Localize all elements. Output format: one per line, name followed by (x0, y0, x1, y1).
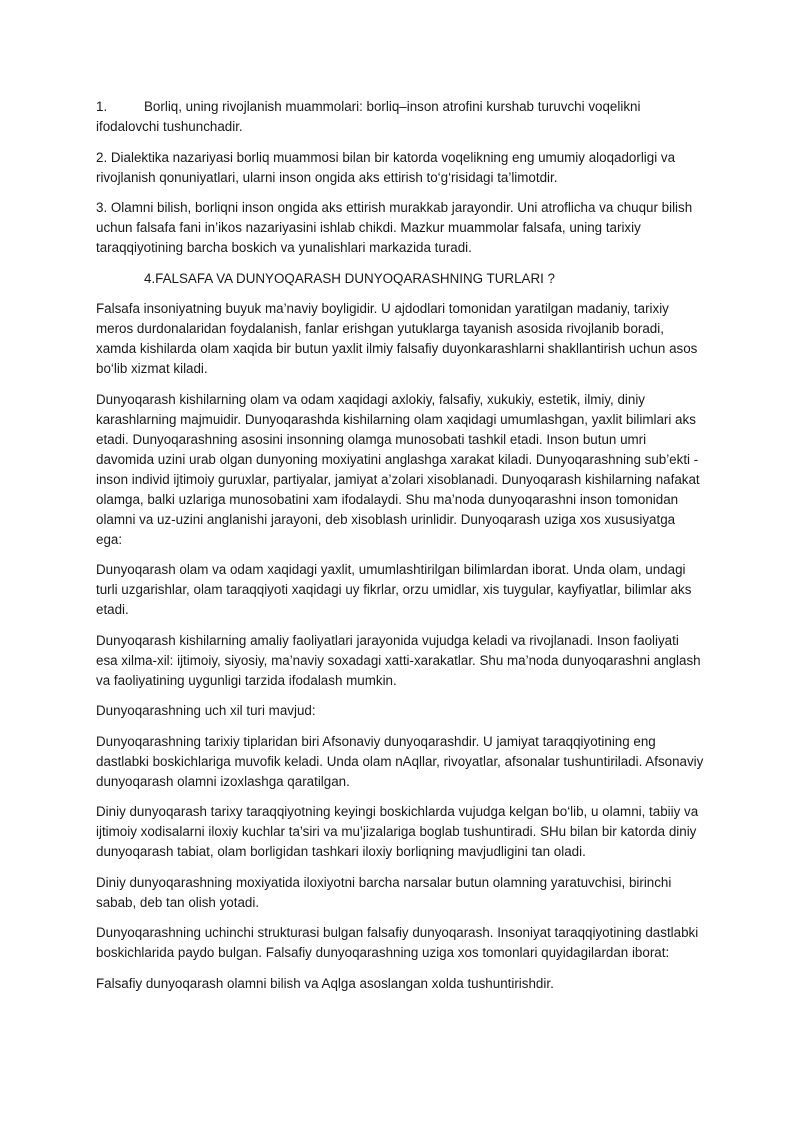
item-1-text: Borliq, uning rivojlanish muammolari: borliq–inson atrofini kurshab turuvchi voqelikni (144, 99, 641, 114)
body-paragraph: Dunyoqarashning uchinchi strukturasi bulgan falsafiy dunyoqarash. Insoniyat taraqqiyotining dastlabki boskichlarida paydo bulgan. Falsafiy dunyoqarashning uziga xos tomonlari quyidagilardan iborat: (96, 925, 699, 960)
paragraph-item-2: 2. Dialektika nazariyasi borliq muammosi bilan bir katorda voqelikning eng umumiy aloqadorligi va rivojlanish qonuniyatlari, ularni inson ongida aks ettirish to‘g‘risidagi ta’limotdir. (96, 149, 676, 185)
body-paragraph: Dunyoqarashning tarixiy tiplaridan biri Afsonaviy dunyoqarashdir. U jamiyat taraqqiyotining eng dastlabki boskichlariga muvofik keladi. Unda olam nAqllar, rivoyatlar, afsonalar tushuntiriladi. Afsonaviy dunyoqarash olamni izoxlashga qaratilgan. (96, 733, 704, 789)
body-paragraph: Falsafiy dunyoqarash olamni bilish va Aqlga asoslangan xolda tushuntirishdir. (96, 975, 554, 991)
body-paragraph: Dunyoqarash kishilarning olam va odam xaqidagi axlokiy, falsafiy, xukukiy, estetik, ilmiy, diniy karashlarning majmuidir. Dunyoqarashda kishilarning olam xaqidagi umumlashgan, yaxlit bilimlari aks etadi. Dunyoqarashning asosini insonning olamga munosobati tashkil etadi. Inson butun umri davomida uzini urab olgan dunyoning moxiyatini anglashga xarakat kiladi. Dunyoqarashning sub’ekti - inson individ ijtimoiy guruxlar, partiyalar, jamiyat a’zolari xisoblanadi. Dunyoqarash kishilarning nafakat olamga, balki uzlariga munosobatini xam ifodalaydi. Shu ma’noda dunyoqarashni inson tomonidan olamni va uz-uzini anglanishi jarayoni, deb xisoblash urinlidir. Dunyoqarash uziga xos xususiyatga ega: (96, 391, 700, 547)
body-paragraph: Dunyoqarash kishilarning amaliy faoliyatlari jarayonida vujudga keladi va rivojlanadi. Inson faoliyati esa xilma-xil: ijtimoiy, siyosiy, ma’naviy soxadagi xatti-xarakatlar. Shu ma’noda dunyoqarashni anglash va faoliyatining uygunligi tarzida ifodalash mumkin. (96, 632, 701, 688)
item-1-number: 1. (96, 99, 108, 114)
paragraph-item-1 (96, 97, 704, 137)
section-heading: 4.FALSAFA VA DUNYOQARASH DUNYOQARASHNING TURLARI ? (144, 270, 556, 286)
body-paragraph: Dunyoqarash olam va odam xaqidagi yaxlit, umumlashtirilgan bilimlardan iborat. Unda olam, undagi turli uzgarishlar, olam taraqqiyoti xaqidagi uy fikrlar, orzu umidlar, xis tuygular, kayfiyatlar, bilimlar aks etadi. (96, 562, 692, 617)
item-1-line (96, 97, 704, 117)
paragraph-item-3: 3. Olamni bilish, borliqni inson ongida aks ettirish murakkab jarayondir. Uni atroflicha va chuqur bilish uchun falsafa fani in’ikos nazariyasini ishlab chikdi. Mazkur muammolar falsafa, uning tarixiy taraqqiyotining barcha boskich va yunalishlari markazida turadi. (96, 200, 693, 255)
body-paragraph: Falsafa insoniyatning buyuk ma’naviy boyligidir. U ajdodlari tomonidan yaratilgan madaniy, tarixiy meros durdonalaridan foydalanish, fanlar erishgan yutuklarga tayanish asosida rivojlanib boradi, xamda kishilarda olam xaqida bir butun yaxlit ilmiy falsafiy duyonkarashlarni shakllantirish uchun asos bo‘lib xizmat kiladi. (96, 301, 698, 376)
body-paragraph: Diniy dunyoqarash tarixy taraqqiyotning keyingi boskichlarda vujudga kelgan bo‘lib, u olamni, tabiiy va ijtimoiy xodisalarni iloxiy kuchlar ta’siri va mu’jizalariga boglab tushuntiradi. SHu bilan bir katorda diniy dunyoqarash tabiat, olam borligidan tashkari iloxiy borliqning mavjudligini tan oladi. (96, 804, 699, 859)
item-1-continuation: ifodalovchi tushunchadir. (96, 119, 243, 134)
body-paragraph: Dunyoqarashning uch xil turi mavjud: (96, 703, 316, 718)
body-paragraph: Diniy dunyoqarashning moxiyatida iloxiyotni barcha narsalar butun olamning yaratuvchisi, birinchi sabab, deb tan olish yotadi. (96, 874, 672, 910)
